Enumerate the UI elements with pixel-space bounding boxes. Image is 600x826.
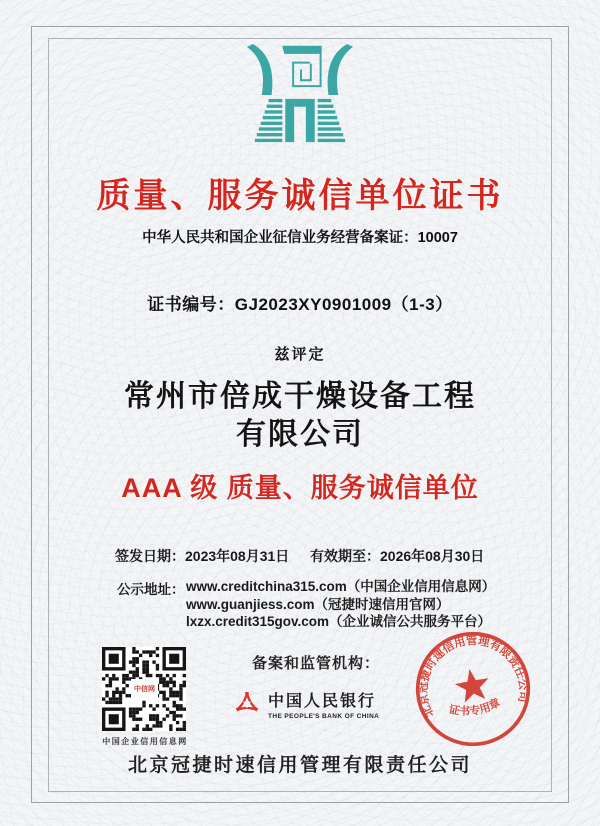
regulator-label: 备案和监管机构：: [252, 656, 381, 672]
company-name-line1: 常州市倍成干燥设备工程: [124, 380, 476, 413]
publicity-url: www.creditchina315.com（中国企业信用信息网）: [186, 579, 496, 594]
company-name: [0, 378, 600, 454]
seal-inner-text: 证书专用章: [447, 696, 503, 718]
publicity-url-list: [186, 578, 495, 631]
company-seal: [402, 618, 543, 759]
publicity-address-label: 公示地址：: [117, 582, 185, 597]
valid-until-date: 有效期至：2026年08月30日: [310, 548, 485, 564]
publicity-url: www.guanjiess.com（冠捷时速信用官网）: [186, 596, 450, 612]
certificate-title: 质量、服务诚信单位证书: [96, 177, 504, 215]
qr-code: [102, 647, 186, 731]
filing-registration-line: 中华人民共和国企业征信业务经营备案证：10007: [142, 230, 458, 246]
qr-caption: 中国企业信用信息网: [102, 737, 188, 746]
rating-line: AAA 级 质量、服务诚信单位: [121, 473, 479, 503]
seal-outer-text: 北京冠捷时速信用管理有限责任公司: [417, 635, 529, 719]
issuer-logo-icon: [241, 42, 359, 146]
svg-text:证书专用章: [445, 693, 503, 722]
pboc-name-cn: 中国人民银行: [268, 693, 377, 710]
company-name-line2: 有限公司: [236, 418, 364, 451]
certificate-number: [0, 290, 600, 315]
certificate-number-value: GJ2023XY0901009（1-3）: [234, 295, 453, 314]
pboc-names: [268, 688, 379, 720]
assessment-intro: 兹评定: [274, 346, 326, 363]
qr-center-logo: 中信网: [131, 679, 158, 698]
certificate-number-label: 证书编号：: [147, 295, 235, 314]
pboc-logo-block: [234, 688, 379, 720]
pboc-emblem-icon: [234, 691, 260, 717]
issuer-company-name: 北京冠捷时速信用管理有限责任公司: [127, 755, 472, 776]
issue-date: 签发日期：2023年08月31日: [115, 548, 290, 564]
publicity-url: lxzx.credit315gov.com（企业诚信公共服务平台）: [186, 614, 492, 629]
pboc-name-en: THE PEOPLE'S BANK OF CHINA: [268, 713, 380, 720]
seal-star-icon: [453, 666, 492, 704]
